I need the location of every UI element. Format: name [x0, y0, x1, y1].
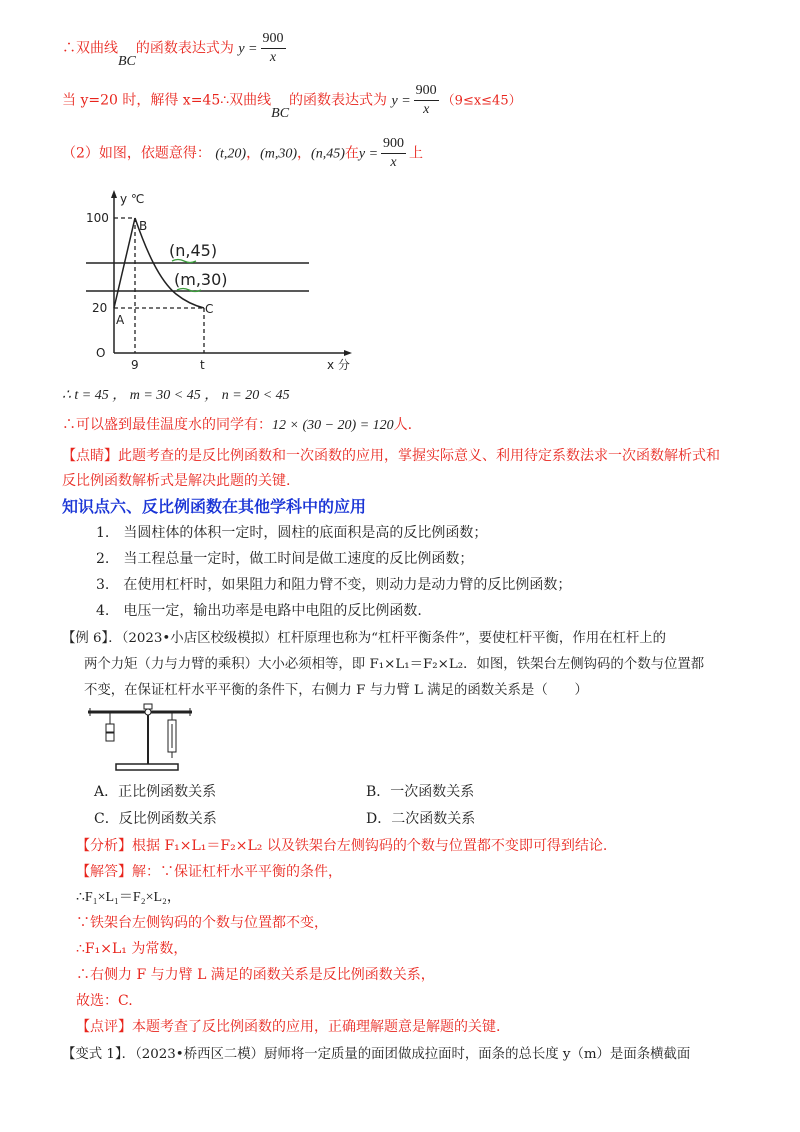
knowledge-item: [96, 548, 473, 568]
point-a-label: A: [116, 313, 125, 327]
knowledge-item: [96, 574, 571, 594]
text: 的函数表达式为: [135, 40, 234, 57]
expression: 12 × (30 − 20) = 120: [272, 418, 394, 433]
solution-conclusion: ∴右侧力 F 与力臂 L 满足的函数关系是反比例函数关系，: [76, 967, 435, 983]
denominator: x: [390, 155, 397, 170]
x-axis-label: x 分: [327, 358, 350, 372]
solution-choice: 故选：C.: [76, 993, 133, 1009]
text: 的函数表达式为: [289, 92, 388, 109]
text: 人.: [393, 417, 413, 433]
num: 4.: [96, 603, 110, 619]
y-equals: y =: [391, 93, 411, 109]
num: 1.: [96, 525, 110, 541]
option-c[interactable]: C．反比例函数关系: [94, 811, 217, 827]
section-title: 知识点六、反比例函数在其他学科中的应用: [62, 497, 367, 516]
option-a[interactable]: A．正比例函数关系: [94, 784, 217, 800]
example6-line-3: 不变，在保证杠杆水平平衡的条件下，右侧力 F 与力臂 L 满足的函数关系是（ ）: [84, 683, 588, 698]
y-equals: y =: [358, 146, 379, 162]
num: 3.: [96, 577, 110, 593]
y-axis-label: y ℃: [120, 192, 145, 206]
solution-step: ∵铁架台左侧钩码的个数与位置都不变，: [76, 915, 328, 931]
point-t: (t,20): [215, 146, 247, 162]
solution-answer-intro: 【解答】解：∵保证杠杆水平平衡的条件，: [76, 864, 342, 880]
fraction: [414, 82, 439, 119]
text: 在使用杠杆时，如果阻力和阻力臂不变，则动力是动力臂的反比例函数；: [123, 577, 572, 593]
solution-equation: ∴F₁×L₁＝F₂×L₂，: [76, 890, 181, 905]
example6-line-2: 两个力矩（力与力臂的乘积）大小必须相等，即 F₁×L₁＝F₂×L₂．如图，铁架台左侧钩码的个数与位置都: [84, 657, 705, 672]
sep: ，: [246, 145, 261, 162]
option-b[interactable]: B．一次函数关系: [366, 784, 475, 800]
text: ∴双曲线: [62, 40, 118, 57]
text: 电压一定，输出功率是电路中电阻的反比例函数.: [123, 603, 422, 619]
line-hyperbola-2: [62, 82, 522, 119]
text: ∴可以盛到最佳温度水的同学有：: [62, 417, 272, 433]
range: （9≤x≤45）: [441, 93, 522, 109]
bc-label: BC: [118, 53, 136, 69]
comment-line-2: 反比例函数解析式是解决此题的关键.: [62, 473, 291, 489]
result-t-m-n: [62, 384, 290, 404]
text: 上: [409, 145, 424, 162]
fraction: [381, 135, 406, 172]
numerator: 900: [261, 30, 286, 49]
text: 在: [344, 145, 359, 162]
line-points: [62, 135, 423, 172]
solution-analysis: 【分析】根据 F₁×L₁＝F₂×L₂ 以及铁架台左侧钩码的个数与位置都不变即可得到结论.: [76, 838, 608, 854]
text: （2）如图，依题意得：: [62, 145, 211, 162]
point-b-label: B: [139, 219, 148, 233]
solution-step: ∴F₁×L₁ 为常数，: [76, 941, 188, 957]
knowledge-item: [96, 600, 422, 620]
example6-line-1: 【例 6】．（2023•小店区校级模拟）杠杆原理也称为“杠杆平衡条件”，要使杠杆平衡，作用在杠杆上的: [62, 631, 667, 646]
result-count: [62, 414, 412, 434]
numerator: 900: [414, 82, 439, 101]
point-m: (m,30): [260, 146, 298, 162]
origin-label: O: [96, 346, 106, 360]
line-hyperbola-1: [62, 30, 289, 67]
temperature-graph: [84, 188, 374, 376]
bc-label: BC: [271, 105, 290, 121]
point-n: (n,45): [311, 146, 345, 162]
label-n: (n,45): [169, 241, 218, 260]
tick-100: 100: [86, 211, 109, 225]
text: 当圆柱体的体积一定时，圆柱的底面积是高的反比例函数；: [123, 525, 488, 541]
point-c-label: C: [205, 302, 214, 316]
tick-20: 20: [92, 301, 108, 315]
numerator: 900: [381, 135, 406, 154]
tick-9: 9: [131, 358, 139, 372]
denominator: x: [423, 102, 430, 117]
y-equals: y =: [238, 41, 258, 57]
text: 当 y=20 时，解得 x=45∴双曲线: [62, 92, 272, 109]
comment-line-1: 【点睛】此题考查的是反比例函数和一次函数的应用，掌握实际意义、利用待定系数法求一次函数解析式和: [62, 448, 720, 464]
fraction: [261, 30, 286, 67]
option-d[interactable]: D．二次函数关系: [366, 811, 476, 827]
variant-1-line: 【变式 1】．（2023•桥西区二模）厨师将一定质量的面团做成拉面时，面条的总长度 y（m）是面条横截面: [62, 1047, 691, 1062]
text: 当工程总量一定时，做工时间是做工速度的反比例函数；: [123, 551, 474, 567]
knowledge-item: [96, 522, 487, 542]
inequality: ∴ t = 45 ， m = 30 < 45 ， n = 20 < 45: [62, 388, 290, 403]
tick-t: t: [200, 358, 205, 372]
sep: ，: [297, 145, 312, 162]
label-m: (m,30): [174, 270, 228, 289]
denominator: x: [269, 50, 277, 65]
lever-apparatus-image: [86, 702, 196, 774]
solution-review: 【点评】本题考查了反比例函数的应用，正确理解题意是解题的关键.: [76, 1019, 501, 1035]
num: 2.: [96, 551, 110, 567]
